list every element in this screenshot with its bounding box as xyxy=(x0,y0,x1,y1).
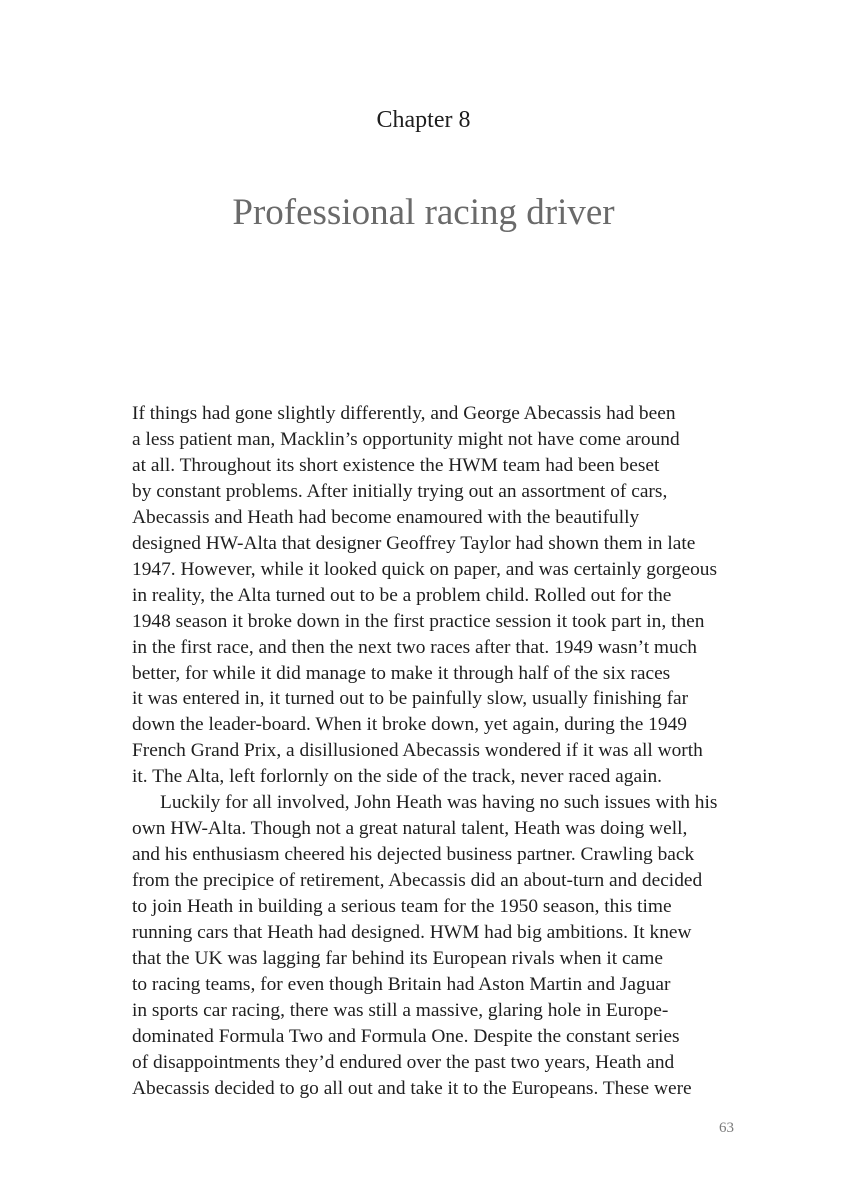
page-number: 63 xyxy=(719,1120,734,1136)
text-line: dominated Formula Two and Formula One. Despite the constant series xyxy=(132,1025,680,1047)
text-line: it. The Alta, left forlornly on the side of the track, never raced again. xyxy=(132,766,662,788)
text-line: by constant problems. After initially trying out an assortment of cars, xyxy=(132,480,668,502)
text-line: down the leader-board. When it broke down, yet again, during the 1949 xyxy=(132,714,687,736)
text-line: to racing teams, for even though Britain had Aston Martin and Jaguar xyxy=(132,973,671,995)
text-line: 1947. However, while it looked quick on paper, and was certainly gorgeous xyxy=(132,558,718,580)
text-line: at all. Throughout its short existence the HWM team had been beset xyxy=(132,454,660,476)
chapter-label: Chapter 8 xyxy=(376,107,471,133)
text-line: designed HW-Alta that designer Geoffrey Taylor had shown them in late xyxy=(132,532,696,554)
text-line: Abecassis and Heath had become enamoured with the beautifully xyxy=(132,506,640,528)
text-line: to join Heath in building a serious team for the 1950 season, this time xyxy=(132,896,672,918)
text-line: in sports car racing, there was still a massive, glaring hole in Europe- xyxy=(132,999,669,1021)
text-line: and his enthusiasm cheered his dejected business partner. Crawling back xyxy=(132,844,695,866)
text-line: better, for while it did manage to make it through half of the six races xyxy=(132,662,671,684)
text-line: If things had gone slightly differently, and George Abecassis had been xyxy=(132,403,676,424)
text-line: French Grand Prix, a disillusioned Abecassis wondered if it was all worth xyxy=(132,740,703,762)
text-line: Abecassis decided to go all out and take it to the Europeans. These were xyxy=(132,1077,692,1099)
text-line: a less patient man, Macklin’s opportunity might not have come around xyxy=(132,428,680,450)
text-line: running cars that Heath had designed. HWM had big ambitions. It knew xyxy=(132,922,692,944)
chapter-title: Professional racing driver xyxy=(232,192,615,233)
text-line: that the UK was lagging far behind its European rivals when it came xyxy=(132,948,663,970)
text-line: own HW-Alta. Though not a great natural talent, Heath was doing well, xyxy=(132,818,688,840)
text-line: Luckily for all involved, John Heath was having no such issues with his xyxy=(160,792,718,814)
text-line: 1948 season it broke down in the first practice session it took part in, then xyxy=(132,610,705,632)
body-text xyxy=(132,401,742,1102)
text-line: in the first race, and then the next two races after that. 1949 wasn’t much xyxy=(132,636,698,658)
text-line: from the precipice of retirement, Abecassis did an about-turn and decided xyxy=(132,870,703,892)
text-line: it was entered in, it turned out to be painfully slow, usually finishing far xyxy=(132,688,689,710)
text-line: in reality, the Alta turned out to be a problem child. Rolled out for the xyxy=(132,584,672,606)
text-line: of disappointments they’d endured over the past two years, Heath and xyxy=(132,1051,675,1073)
